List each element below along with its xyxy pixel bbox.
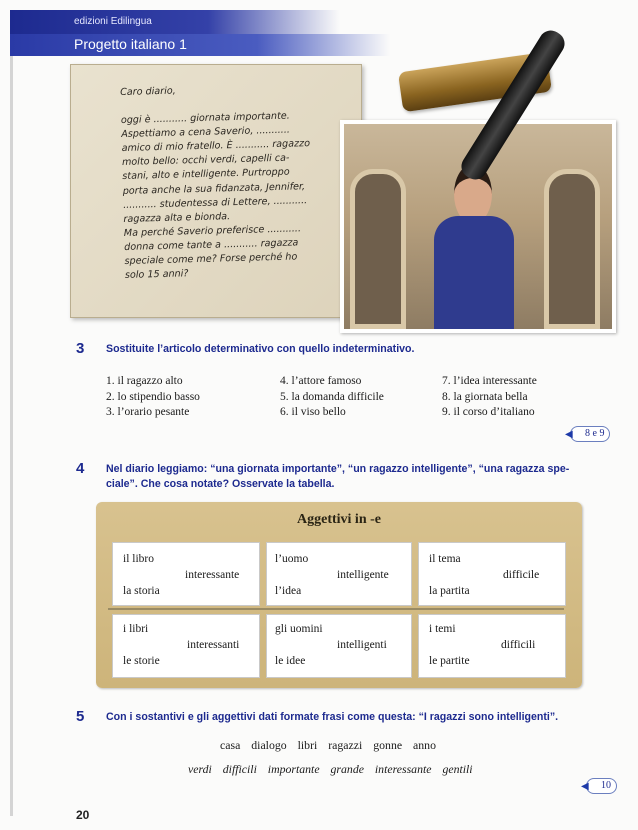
exercise-3-column-1 [106, 374, 200, 421]
list-item: 2. lo stipendio basso [106, 390, 200, 403]
publisher-name: edizioni Edilingua [74, 16, 152, 27]
noun: le partite [429, 655, 470, 667]
table-cell-plural-1 [112, 614, 260, 678]
arch-left [350, 169, 406, 329]
page-number: 20 [76, 808, 90, 822]
diary-line: ragazza alta e bionda. [123, 210, 231, 225]
reference-label: 8 e 9 [585, 428, 605, 439]
adjective-word: verdi [188, 762, 212, 776]
adjective-word: grande [330, 762, 364, 776]
table-cell-singular-3 [418, 542, 566, 606]
exercise-4-line-1: Nel diario leggiamo: “una giornata importante”, “un ragazzo intelligente”, “una ragazza spe- [106, 463, 570, 475]
list-item: 5. la domanda difficile [280, 390, 384, 403]
adjective: interessanti [187, 639, 240, 651]
diary-text [120, 80, 340, 283]
diary-line: donna come tante a ........... ragazza [124, 237, 299, 253]
noun: gli uomini [275, 623, 323, 635]
arch-right [544, 169, 600, 329]
noun: l’idea [275, 585, 302, 597]
list-item: 9. il corso d’italiano [442, 406, 535, 418]
exercise-3-column-3 [442, 374, 537, 421]
boy-figure [434, 164, 514, 329]
book-pointer-icon: ◀ [565, 429, 573, 440]
adjective: difficile [503, 569, 540, 581]
noun: la partita [429, 585, 470, 597]
book-pointer-icon: ◀ [581, 781, 589, 792]
adjective-word: importante [267, 762, 320, 776]
diary-line: Ma perché Saverio preferisce ........... [123, 223, 302, 239]
boy-sweater [434, 216, 514, 329]
noun-word: dialogo [251, 738, 287, 752]
exercise-5-number: 5 [76, 708, 85, 725]
noun: l’uomo [275, 553, 309, 565]
exercise-4-line-2: ciale”. Che cosa notate? Osservate la tabella. [106, 478, 335, 490]
diary-line: solo 15 anni? [124, 268, 189, 282]
exercise-3-reference[interactable] [565, 426, 610, 442]
diary-line: speciale come me? Forse perché ho [124, 251, 298, 267]
exercise-5-reference[interactable] [581, 778, 617, 794]
noun: le storie [123, 655, 160, 667]
noun-word: libri [297, 738, 318, 752]
adjective: intelligente [337, 569, 389, 581]
diary-line: stani, alto e intelligente. Purtroppo [122, 167, 290, 183]
publisher-band [10, 10, 340, 34]
noun-word: casa [220, 738, 241, 752]
exercise-4-instruction [106, 462, 569, 492]
adjective-word: interessante [374, 762, 432, 776]
diary-line: Aspettiamo a cena Saverio, ........... [121, 124, 291, 141]
noun-word: ragazzi [328, 738, 363, 752]
adjective-list [184, 762, 477, 777]
diary-line: porta anche la sua fidanzata, Jennifer, [122, 180, 306, 197]
exercise-3-instruction: Sostituite l’articolo determinativo con quello indeterminativo. [106, 343, 415, 355]
list-item: 4. l’attore famoso [280, 375, 362, 387]
adjective: intelligenti [337, 639, 387, 651]
noun-word: gonne [373, 738, 403, 752]
grammar-table-title: Aggettivi in -e [297, 512, 381, 527]
adjective: difficili [501, 639, 536, 651]
exercise-3-number: 3 [76, 340, 85, 357]
diary-line: amico di mio fratello. È ........... ragazzo [121, 138, 311, 155]
diary-line: oggi è ........... giornata importante. [120, 110, 290, 127]
adjective-word: gentili [442, 762, 473, 776]
table-cell-plural-2 [266, 614, 412, 678]
table-cell-singular-1 [112, 542, 260, 606]
table-cell-singular-2 [266, 542, 412, 606]
diary-line: molto bello: occhi verdi, capelli ca- [121, 152, 290, 169]
list-item: 8. la giornata bella [442, 390, 528, 403]
table-divider [108, 608, 564, 610]
list-item: 7. l’idea interessante [442, 375, 537, 387]
book-title: Progetto italiano 1 [74, 36, 187, 52]
noun: il tema [429, 553, 461, 565]
list-item: 1. il ragazzo alto [106, 375, 183, 387]
exercise-3-column-2 [280, 374, 384, 421]
reference-label: 10 [601, 780, 611, 791]
noun: i temi [429, 623, 456, 635]
noun: il libro [123, 553, 154, 565]
adjective: interessante [185, 569, 240, 581]
noun-list [216, 738, 440, 753]
margin-rule [10, 56, 13, 816]
noun: la storia [123, 585, 160, 597]
noun: le idee [275, 655, 306, 667]
table-cell-plural-3 [418, 614, 566, 678]
exercise-5-instruction: Con i sostantivi e gli aggettivi dati formate frasi come questa: “I ragazzi sono intelligenti”. [106, 711, 559, 723]
book-title-band [10, 34, 390, 56]
noun: i libri [123, 623, 149, 635]
noun-word: anno [413, 738, 436, 752]
adjective-word: difficili [222, 762, 257, 776]
diary-greeting: Caro diario, [120, 85, 176, 98]
diary-line: ........... studentessa di Lettere, ........... [122, 194, 308, 211]
exercise-4-number: 4 [76, 460, 85, 477]
list-item: 6. il viso bello [280, 406, 346, 418]
list-item: 3. l’orario pesante [106, 406, 190, 418]
